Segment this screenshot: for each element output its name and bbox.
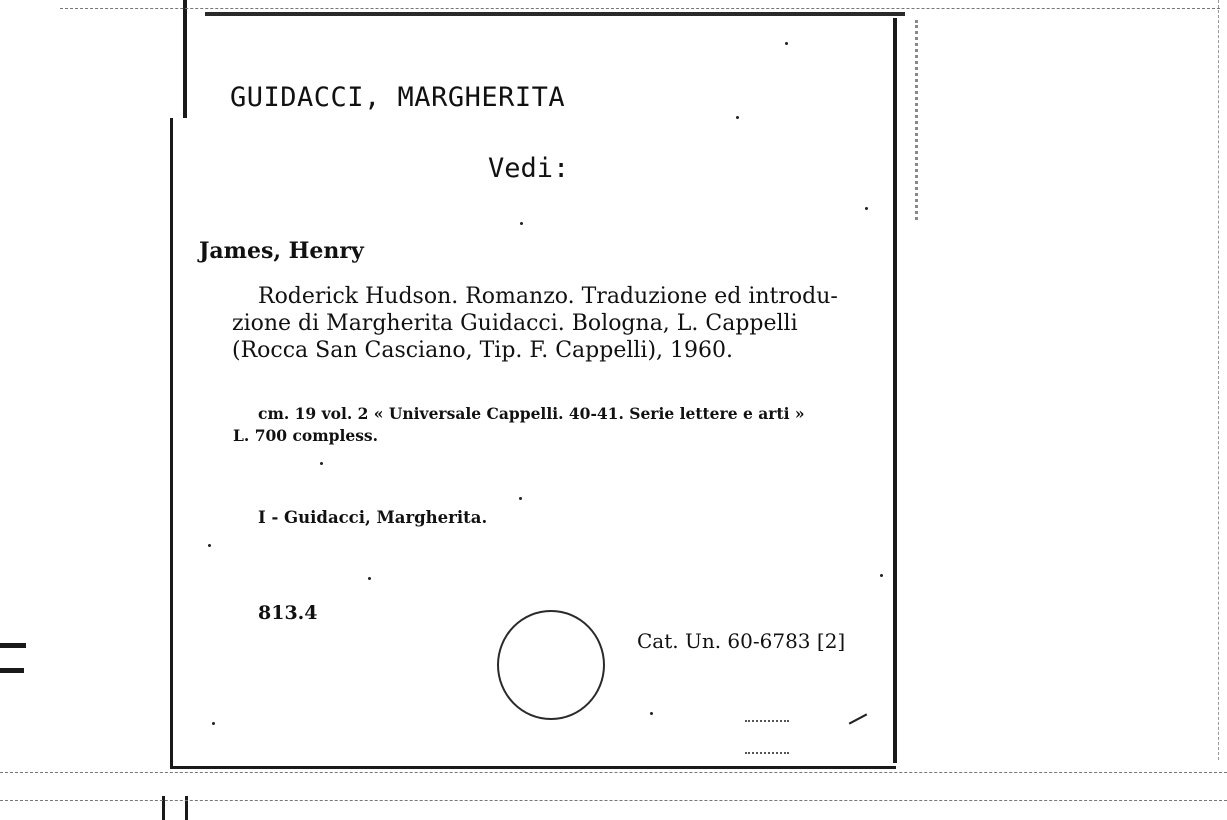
speck — [519, 497, 522, 500]
speck — [208, 544, 211, 547]
punch-hole — [497, 610, 605, 720]
card-right-border — [893, 18, 897, 763]
card-bottom-border — [170, 766, 896, 769]
class-number: 813.4 — [258, 602, 318, 624]
speck — [368, 577, 371, 580]
see-reference: Vedi: — [488, 153, 570, 184]
physical-line: L. 700 compless. — [233, 426, 379, 445]
subject-heading: GUIDACCI, MARGHERITA — [230, 82, 566, 113]
description-line: (Rocca San Casciano, Tip. F. Cappelli), 1960. — [232, 338, 734, 363]
speck — [880, 574, 883, 577]
speck — [320, 462, 323, 465]
physical-line: cm. 19 vol. 2 « Universale Cappelli. 40-41. Serie lettere e arti » — [258, 404, 805, 423]
bibliographic-description — [232, 283, 882, 364]
description-line: zione di Margherita Guidacci. Bologna, L. Cappelli — [232, 311, 798, 336]
card-left-border — [183, 0, 187, 118]
speck — [650, 712, 653, 715]
scan-edge-bottom-2 — [0, 800, 1227, 801]
speck — [736, 116, 739, 119]
speck — [212, 722, 215, 725]
catalog-number: Cat. Un. 60-6783 [2] — [637, 629, 846, 653]
scan-edge-far-right — [1218, 0, 1219, 760]
author-entry: James, Henry — [199, 238, 364, 264]
left-margin-mark — [0, 668, 24, 673]
speck — [520, 222, 523, 225]
description-line: Roderick Hudson. Romanzo. Traduzione ed introdu- — [258, 284, 838, 309]
scan-edge-bottom — [0, 772, 1227, 773]
card-top-border — [205, 12, 905, 16]
physical-description — [233, 403, 805, 447]
scan-edge-top — [60, 8, 1220, 9]
left-margin-mark — [0, 643, 26, 648]
pen-mark — [849, 713, 868, 724]
added-entry: I - Guidacci, Margherita. — [258, 508, 488, 527]
speck — [865, 207, 868, 210]
card-left-border-lower — [170, 118, 173, 768]
scan-edge-right — [915, 20, 918, 220]
speck — [785, 42, 788, 45]
ink-smudge — [745, 720, 789, 754]
